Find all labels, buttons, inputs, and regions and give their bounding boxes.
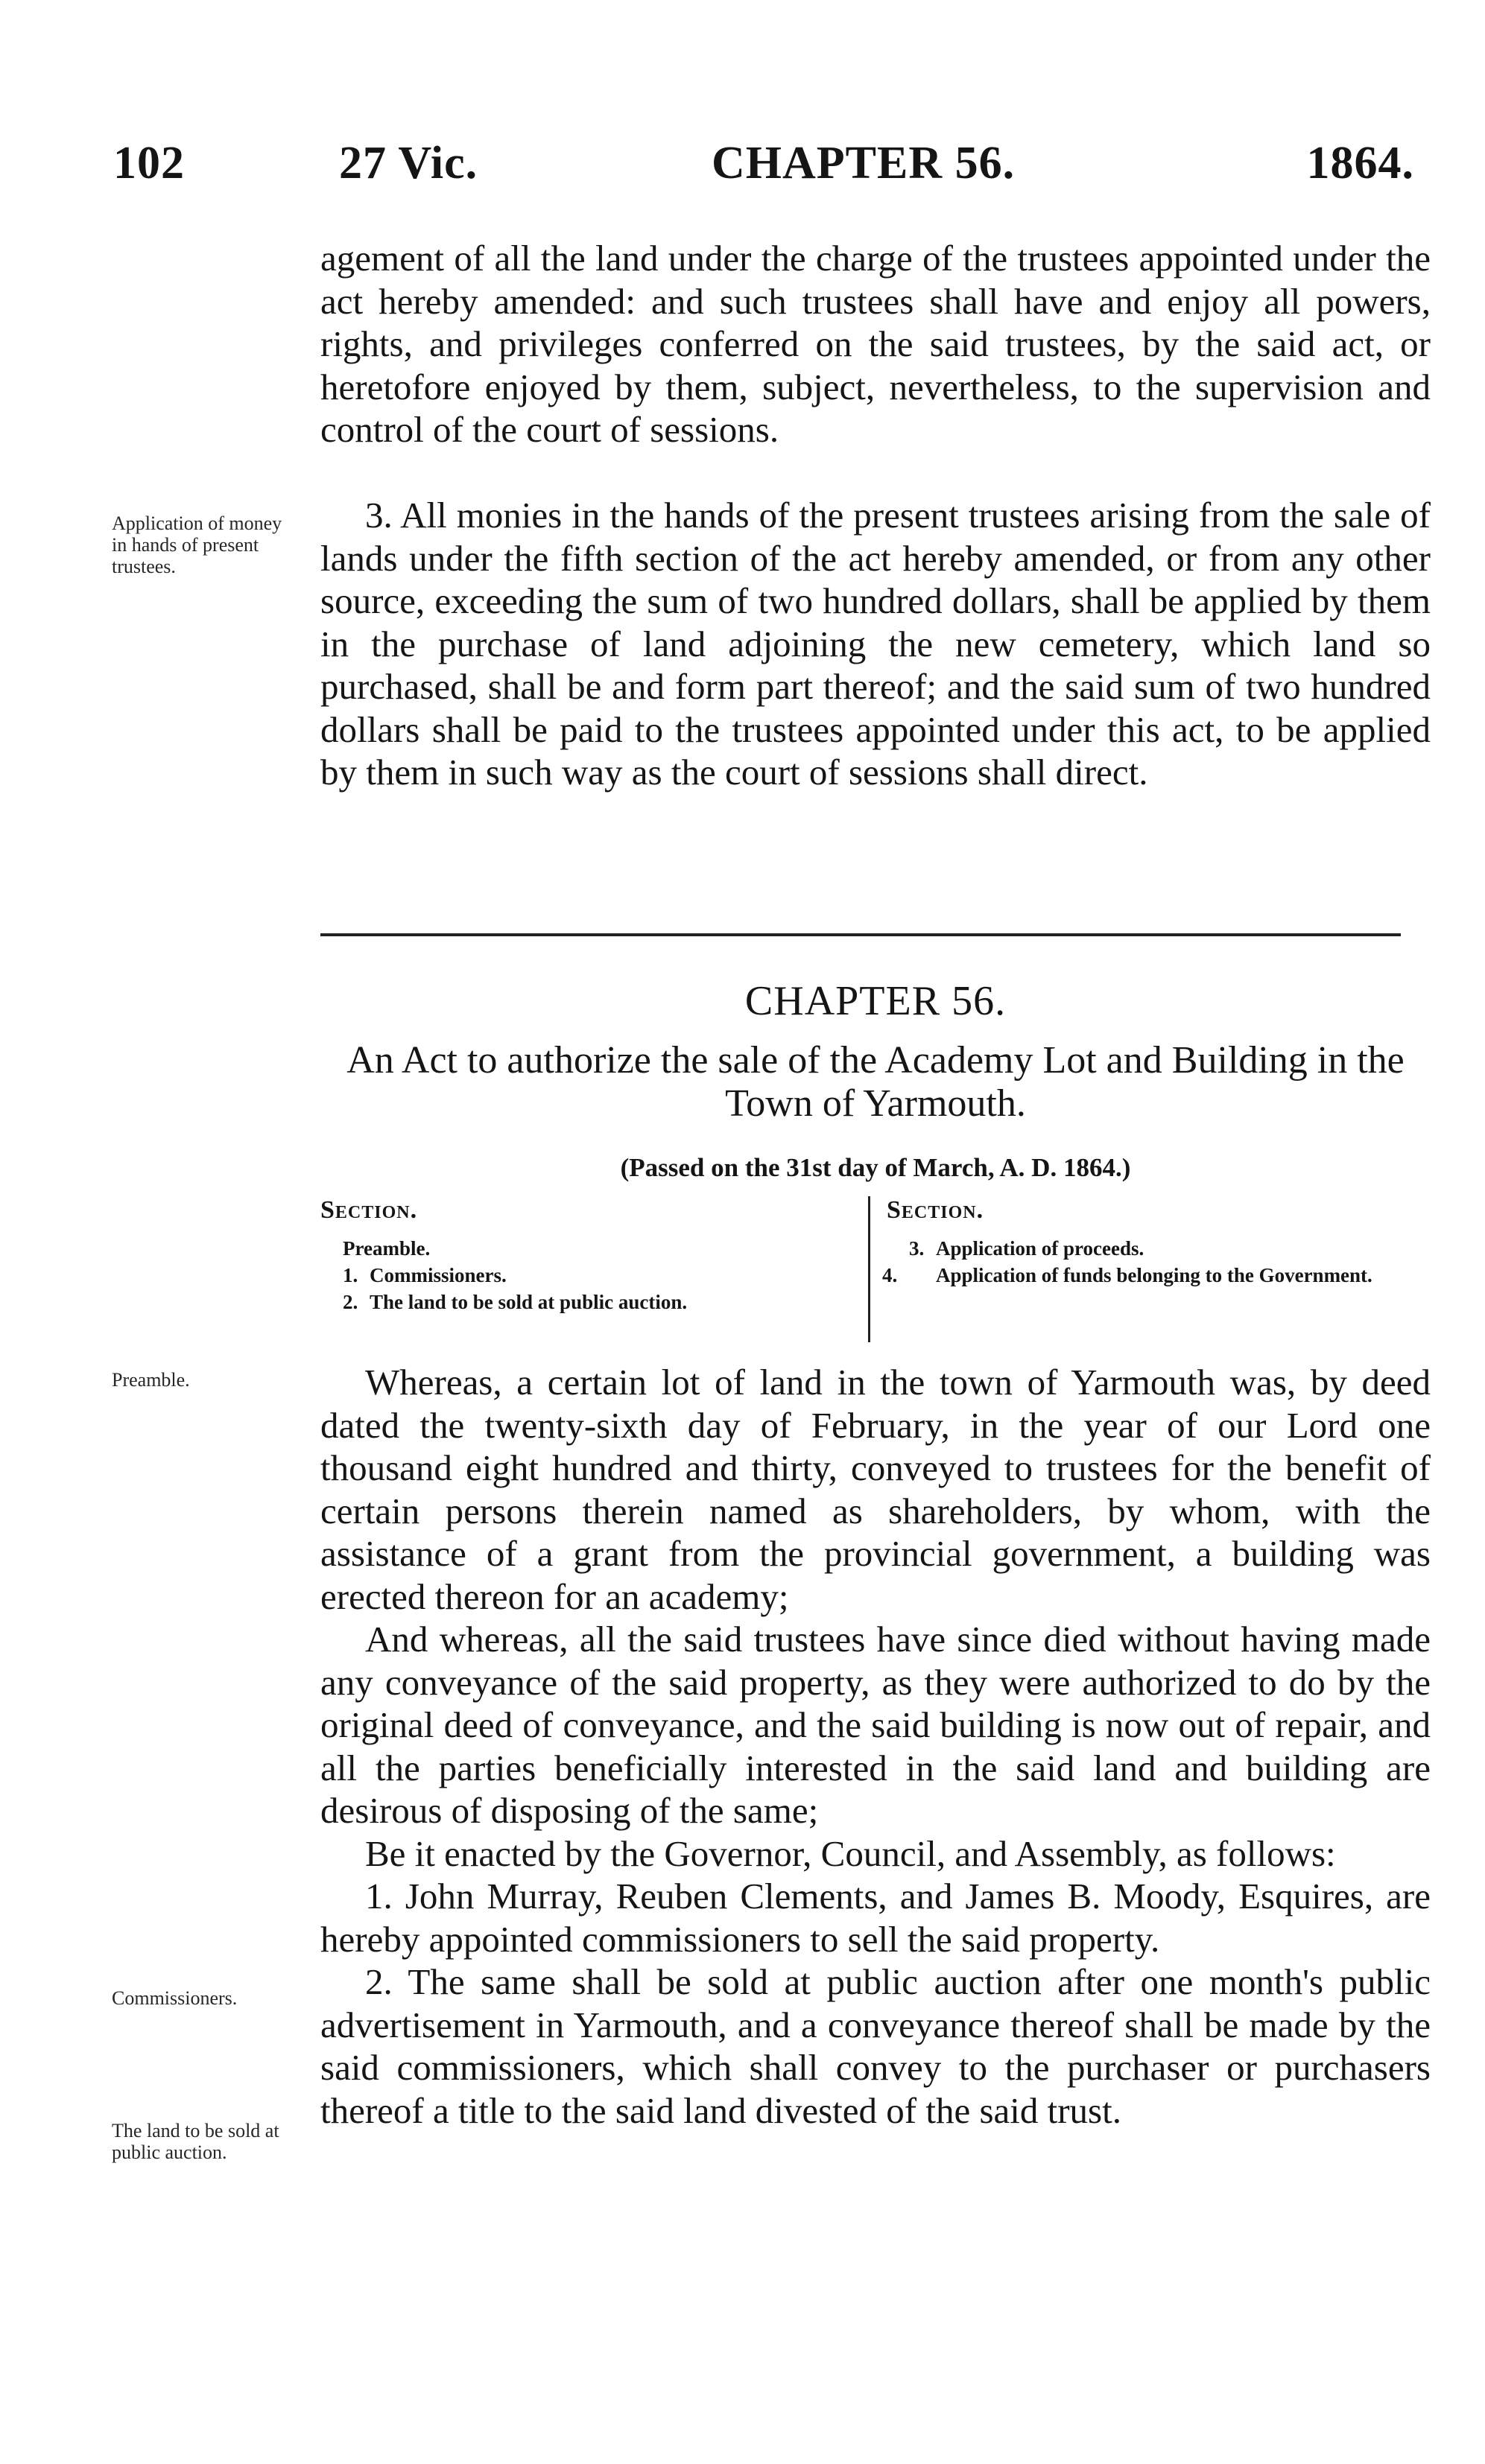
margin-note-commissioners: Commissioners. [112, 1987, 238, 2009]
toc-item-application-of-funds [882, 1262, 1431, 1289]
act-title: An Act to authorize the sale of the Academy Lot and Building in the Town of Yarmouth. [346, 1039, 1405, 1125]
section-3-number: 3. [365, 495, 393, 536]
toc-right-header: Section. [887, 1196, 984, 1224]
section-2-paragraph: 2. The same shall be sold at public auction after one month's public advertisement in Yarmouth, and a conveyance thereof shall be made by the said commissioners, which shall convey to the purchaser or purchasers thereof a title to the said land divested of the said trust. [320, 1961, 1431, 2131]
toc-item-number: 1. [343, 1264, 358, 1286]
margin-note-land-sold: The land to be sold at public auction. [112, 2120, 279, 2163]
regnal-year: 27 Vic. [339, 138, 478, 188]
continuation-paragraph: agement of all the land under the charge of the trustees appointed under the act hereby amended: and such trustees shall have and enjoy all powers, rights, and privileges conferred on the said trustees, by the said act, or heretofore enjoyed by them, subject, nevertheless, to the supervision and control of the court of sessions. [320, 238, 1431, 450]
header-year: 1864. [1306, 138, 1414, 188]
toc-left-header: Section. [320, 1196, 418, 1224]
section-3-text: All monies in the hands of the present trustees arising from the sale of lands under the fifth section of the act hereby amended, or from any other source, exceeding the sum of two hundred dollars, shall be applied by them in the purchase of land adjoining the new cemetery, which land so purchased, shall be and form part thereof; and the said sum of two hundred dollars shall be paid to the trustees appointed under this act, to be applied by them in such way as the court of sessions shall direct. [320, 495, 1431, 793]
chapter-divider-rule [320, 933, 1401, 936]
toc-item-commissioners [320, 1262, 849, 1289]
toc-item-number: 2. [343, 1291, 358, 1313]
running-chapter-title: CHAPTER 56. [712, 138, 1016, 188]
toc-item-land-sold [320, 1289, 849, 1315]
chapter-body [320, 1361, 1431, 2132]
previous-chapter-continuation [320, 237, 1431, 451]
toc-item-label: Application of funds belonging to the Government. [936, 1264, 1372, 1286]
toc-item-number: 3. [909, 1237, 925, 1260]
section-1-paragraph: 1. John Murray, Reuben Clements, and James B. Moody, Esquires, are hereby appointed commissioners to sell the said property. [320, 1876, 1431, 1960]
previous-chapter-section-3 [320, 494, 1431, 794]
section-3-paragraph [320, 494, 1431, 794]
toc-item-number: 4. [882, 1264, 898, 1286]
margin-note-preamble: Preamble. [112, 1369, 190, 1391]
page-number: 102 [113, 138, 185, 188]
toc-item-application-of-proceeds [887, 1235, 1431, 1262]
passed-date: (Passed on the 31st day of March, A. D. 1864.) [620, 1153, 1131, 1182]
toc-item-label: Application of proceeds. [936, 1237, 1144, 1260]
toc-right-column [882, 1196, 1431, 1289]
toc-item-label: Preamble. [343, 1237, 431, 1260]
toc-item-label: Commissioners. [370, 1264, 507, 1286]
whereas-paragraph-1: Whereas, a certain lot of land in the town of Yarmouth was, by deed dated the twenty-sixth day of February, in the year of our Lord one thousand eight hundred and thirty, conveyed to trustees for the benefit of certain persons therein named as shareholders, by whom, with the assistance of a grant from the provincial government, a building was erected thereon for an academy; [320, 1362, 1431, 1617]
whereas-paragraph-2: And whereas, all the said trustees have since died without having made any conveyance of the said property, as they were authorized to do by the original deed of conveyance, and the said building is now out of repair, and all the parties beneficially interested in the said land and building are desirous of disposing of the same; [320, 1619, 1431, 1831]
margin-note-application-of-money: Application of money in hands of present trustees. [112, 512, 282, 577]
chapter-heading: CHAPTER 56. [744, 978, 1007, 1024]
enacting-clause: Be it enacted by the Governor, Council, and Assembly, as follows: [365, 1832, 1336, 1874]
toc-column-separator [868, 1196, 870, 1342]
toc-item-label: The land to be sold at public auction. [370, 1291, 688, 1313]
toc-item-preamble [320, 1235, 849, 1262]
toc-left-column [320, 1196, 849, 1315]
